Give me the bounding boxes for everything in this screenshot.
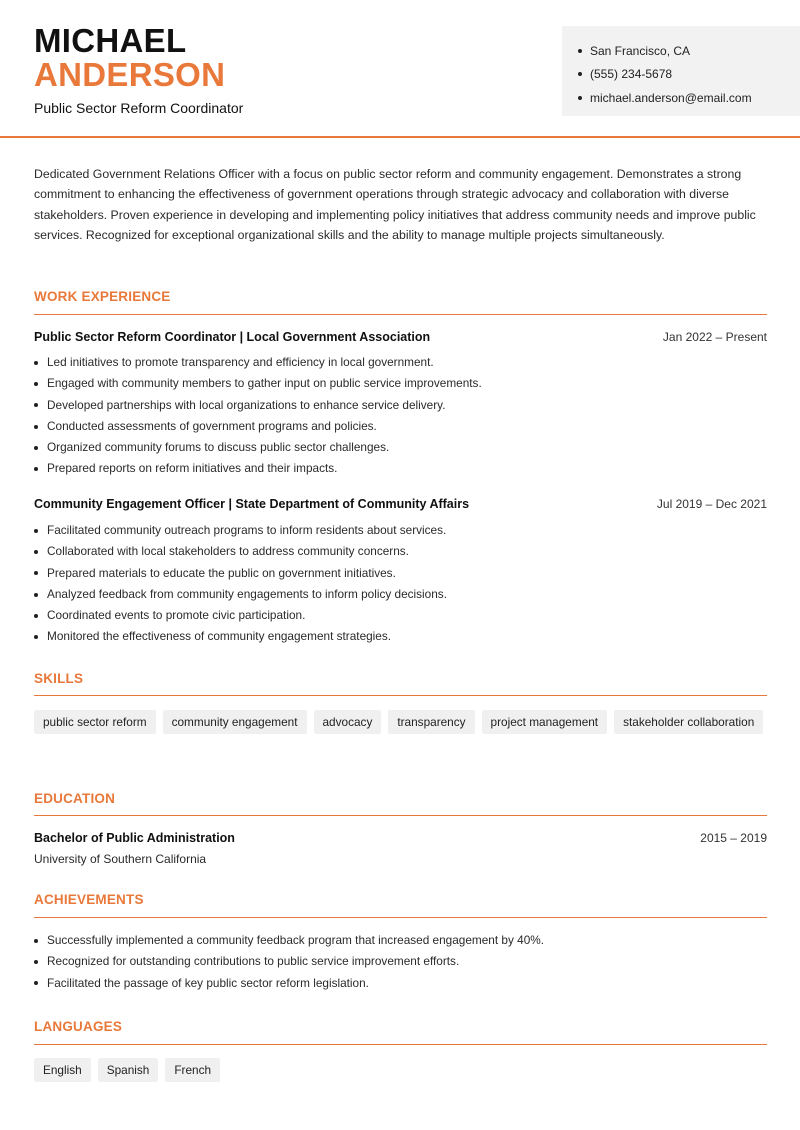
section-divider [34,314,767,315]
phone-text: (555) 234-5678 [590,67,673,82]
bullet-icon [34,981,38,985]
language-tag: English [34,1058,91,1082]
bullet-icon [34,635,38,639]
bullet-icon [34,361,38,365]
languages-heading: LANGUAGES [34,1019,123,1034]
achievements-list [34,930,767,994]
list-item [34,373,767,394]
bullet-text: Developed partnerships with local organizations to enhance service delivery. [47,397,446,412]
job-1-bullets [34,352,767,480]
list-item [34,541,767,562]
first-name: MICHAEL [34,22,187,59]
skill-tag: stakeholder collaboration [614,710,763,734]
bullet-text: Conducted assessments of government programs and policies. [47,418,377,433]
location-text: San Francisco, CA [590,43,691,58]
list-item [34,458,767,479]
skill-tag: advocacy [314,710,382,734]
bullet-text: Monitored the effectiveness of community engagement strategies. [47,629,392,644]
bullet-icon [34,939,38,943]
skills-tags [34,710,774,734]
education-entry-header [34,831,767,845]
list-item [34,930,767,951]
list-item [34,951,767,972]
job-2-bullets [34,520,767,648]
job-entry-2-header [34,497,767,511]
contact-box [562,26,800,116]
summary-paragraph: Dedicated Government Relations Officer with a focus on public sector reform and community engagement. Demonstrates a strong commitment to enhancing the effectiveness of government operations through strategic advocacy and collaboration with diverse stakeholders. Proven experience in developing and implementing policy initiatives that address community needs and improve public services. Recognized for exceptional organizational skills and the ability to manage multiple projects simultaneously. [34,167,756,242]
email-text: michael.anderson@email.com [590,90,752,105]
list-item [34,395,767,416]
bullet-icon [578,96,582,100]
list-item [34,520,767,541]
contact-phone [578,63,800,87]
job-title-2: Community Engagement Officer | State Department of Community Affairs [34,497,470,511]
bullet-text: Engaged with community members to gather input on public service improvements. [47,376,482,391]
job-dates-1: Jan 2022 – Present [662,330,767,344]
list-item [34,605,767,626]
bullet-icon [34,403,38,407]
job-title: Public Sector Reform Coordinator [34,100,244,116]
bullet-icon [578,72,582,76]
achievement-text: Successfully implemented a community feedback program that increased engagement by 40%. [47,933,545,947]
bullet-text: Led initiatives to promote transparency and efficiency in local government. [47,355,434,369]
languages-tags [34,1058,774,1082]
bullet-text: Analyzed feedback from community engagements to inform policy decisions. [47,586,447,601]
language-tag: Spanish [98,1058,159,1082]
list-item [34,352,767,373]
bullet-icon [34,382,38,386]
bullet-icon [34,614,38,618]
bullet-icon [34,593,38,597]
education-dates: 2015 – 2019 [700,831,767,845]
achievement-text: Recognized for outstanding contributions to public service improvement efforts. [47,954,460,969]
bullet-text: Coordinated events to promote civic participation. [47,608,306,623]
bullet-icon [34,571,38,575]
section-divider [34,695,767,696]
list-item [34,563,767,584]
work-experience-heading: WORK EXPERIENCE [34,289,171,304]
list-item [34,416,767,437]
bullet-icon [34,467,38,471]
list-item [34,584,767,605]
contact-location [578,39,800,63]
bullet-icon [34,425,38,429]
contact-email [578,86,800,110]
list-item [34,973,767,994]
skill-tag: community engagement [163,710,307,734]
bullet-text: Prepared reports on reform initiatives and their impacts. [47,461,338,476]
degree-title: Bachelor of Public Administration [34,831,235,845]
section-divider [34,1044,767,1045]
language-tag: French [165,1058,220,1082]
section-divider [34,815,767,816]
job-dates-2: Jul 2019 – Dec 2021 [656,497,767,511]
skills-heading: SKILLS [34,671,84,686]
resume-header [0,0,800,138]
bullet-icon [34,529,38,533]
bullet-text: Prepared materials to educate the public on government initiatives. [47,565,396,580]
list-item [34,626,767,647]
skill-tag: transparency [388,710,474,734]
job-title-1: Public Sector Reform Coordinator | Local Government Association [34,330,431,344]
bullet-text: Organized community forums to discuss public sector challenges. [47,440,390,455]
bullet-icon [34,550,38,554]
section-divider [34,917,767,918]
last-name: ANDERSON [34,56,226,93]
bullet-icon [34,960,38,964]
job-entry-1-header [34,330,767,344]
achievements-heading: ACHIEVEMENTS [34,892,144,907]
bullet-icon [34,446,38,450]
skill-tag: public sector reform [34,710,156,734]
list-item [34,437,767,458]
bullet-text: Collaborated with local stakeholders to address community concerns. [47,544,409,559]
school-name: University of Southern California [34,852,207,866]
education-heading: EDUCATION [34,791,116,806]
bullet-icon [578,49,582,53]
bullet-text: Facilitated community outreach programs to inform residents about services. [47,523,447,537]
achievement-text: Facilitated the passage of key public sector reform legislation. [47,975,369,990]
skill-tag: project management [482,710,608,734]
